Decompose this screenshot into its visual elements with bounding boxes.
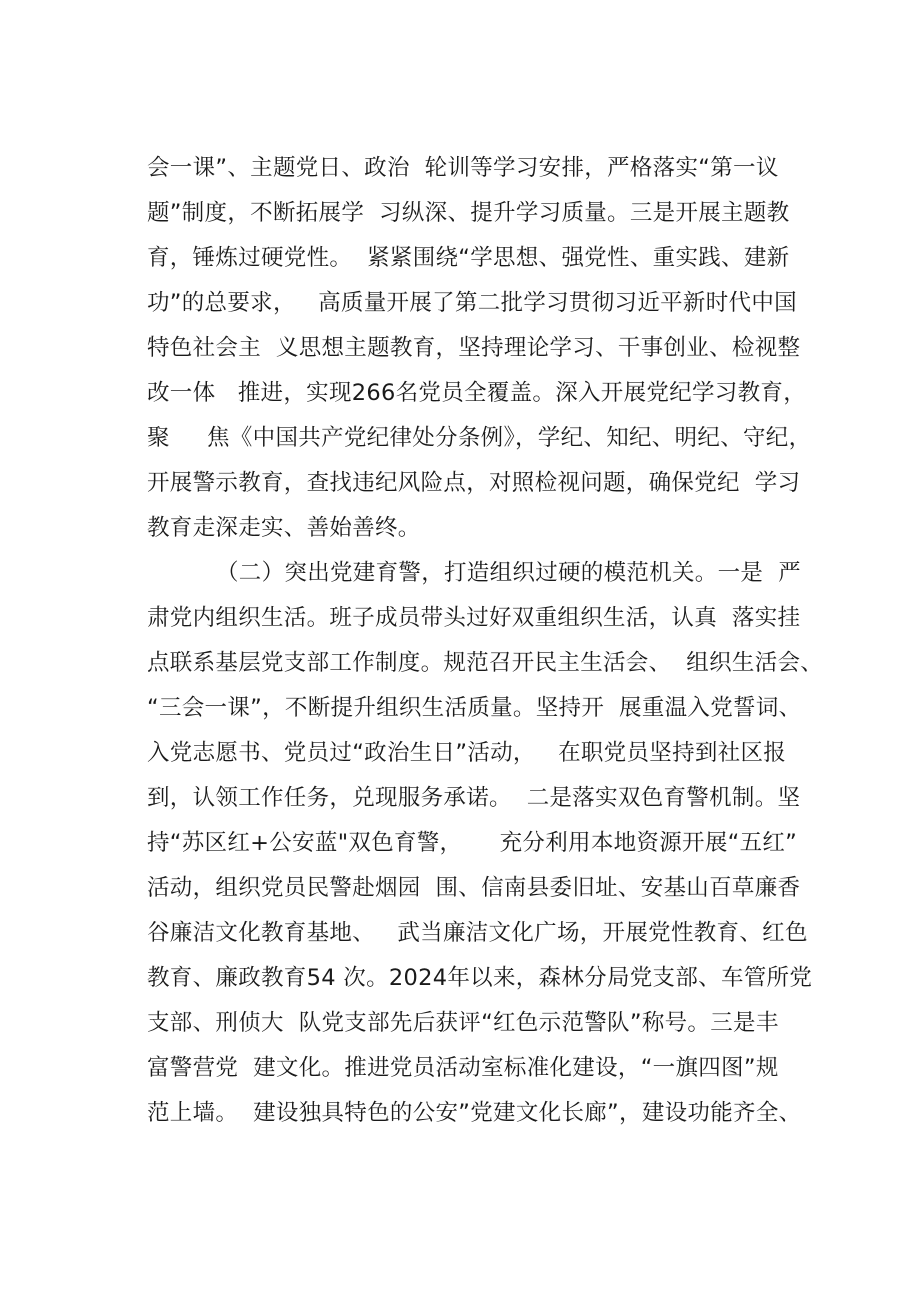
text-line: 教育走深走实、善始善终。 [147,515,421,541]
text-line: 育，锤炼过硬党性。 紧紧围绕“学思想、强党性、重实践、建新 [147,245,790,271]
text-line: 范上墙。 建设独具特色的公安”党建文化长廊”，建设功能齐全、 [147,1100,802,1126]
text-line: 开展警示教育，查找违纪风险点，对照检视问题，确保党纪 学习 [147,470,801,496]
text-line: 会一课”、主题党日、政治 轮训等学习安排，严格落实“第一议 [147,155,779,181]
text-line: 点联系基层党支部工作制度。规范召开民主生活会、 组织生活会、 [147,650,824,676]
text-line: 谷廉洁文化教育基地、 武当廉洁文化广场，开展党性教育、红色 [147,920,808,946]
text-line: 持“苏区红+公安蓝"双色育警， 充分利用本地资源开展“五红” [147,830,798,856]
text-line: 活动，组织党员民警赴烟园 围、信南县委旧址、安基山百草廉香 [147,875,801,901]
text-line: 肃党内组织生活。班子成员带头过好双重组织生活，认真 落实挂 [147,605,801,631]
text-line: “三会一课”，不断提升组织生活质量。坚持开 展重温入党誓词、 [147,695,802,721]
text-line: 聚 焦《中国共产党纪律处分条例》，学纪、知纪、明纪、守纪， [147,425,812,451]
section-heading-line: （二）突出党建育警，打造组织过硬的模范机关。一是 严 [216,560,801,586]
text-line: 题”制度，不断拓展学 习纵深、提升学习质量。三是开展主题教 [147,200,790,226]
text-line: 教育、廉政教育54 次。2024年以来，森林分局党支部、车管所党 [147,965,813,991]
text-line: 功”的总要求， 高质量开展了第二批学习贯彻习近平新时代中国 [147,290,797,316]
text-line: 支部、刑侦大 队党支部先后获评“红色示范警队”称号。三是丰 [147,1010,779,1036]
text-line: 到，认领工作任务，兑现服务承诺。 二是落实双色育警机制。坚 [147,785,801,811]
text-line: 富警营党 建文化。推进党员活动室标准化建设，“一旗四图”规 [147,1055,779,1081]
text-line: 改一体 推进，实现266名党员全覆盖。深入开展党纪学习教育， [147,380,807,406]
text-line: 特色社会主 义思想主题教育，坚持理论学习、干事创业、检视整 [147,335,801,361]
text-line: 入党志愿书、党员过“政治生日”活动， 在职党员坚持到社区报 [147,740,787,766]
